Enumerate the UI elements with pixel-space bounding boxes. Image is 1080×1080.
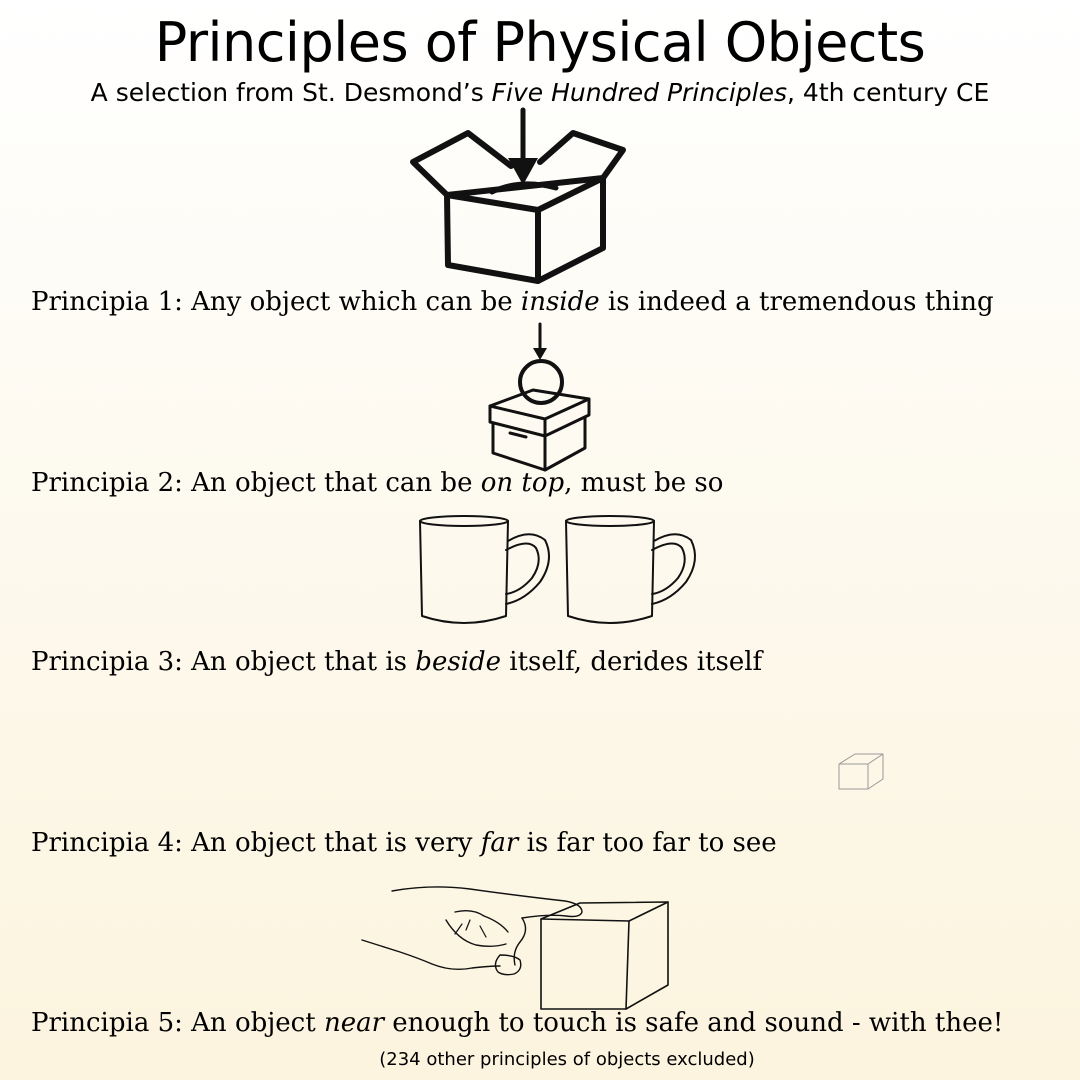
hand-touching-cube-icon xyxy=(360,880,675,1015)
principle-2: Principia 2: An object that can be on top, must be so xyxy=(31,468,724,498)
ball-on-box-icon xyxy=(485,322,595,474)
subtitle-suffix: , 4th century CE xyxy=(787,78,990,107)
subtitle-work-title: Five Hundred Principles xyxy=(491,78,788,107)
tiny-far-cube-icon xyxy=(836,750,886,792)
principle-1: Principia 1: Any object which can be inside is indeed a tremendous thing xyxy=(31,287,994,317)
principle-4: Principia 4: An object that is very far is far too far to see xyxy=(31,828,777,858)
open-box-arrow-icon xyxy=(405,105,635,285)
principle-3: Principia 3: An object that is beside itself, derides itself xyxy=(31,647,763,677)
subtitle-prefix: A selection from St. Desmond’s xyxy=(90,78,492,107)
principle-5: Principia 5: An object near enough to touch is safe and sound - with thee! xyxy=(31,1008,1004,1038)
footnote: (234 other principles of objects excluded) xyxy=(379,1049,755,1070)
two-mugs-icon xyxy=(410,508,705,633)
page-title: Principles of Physical Objects xyxy=(154,11,926,74)
